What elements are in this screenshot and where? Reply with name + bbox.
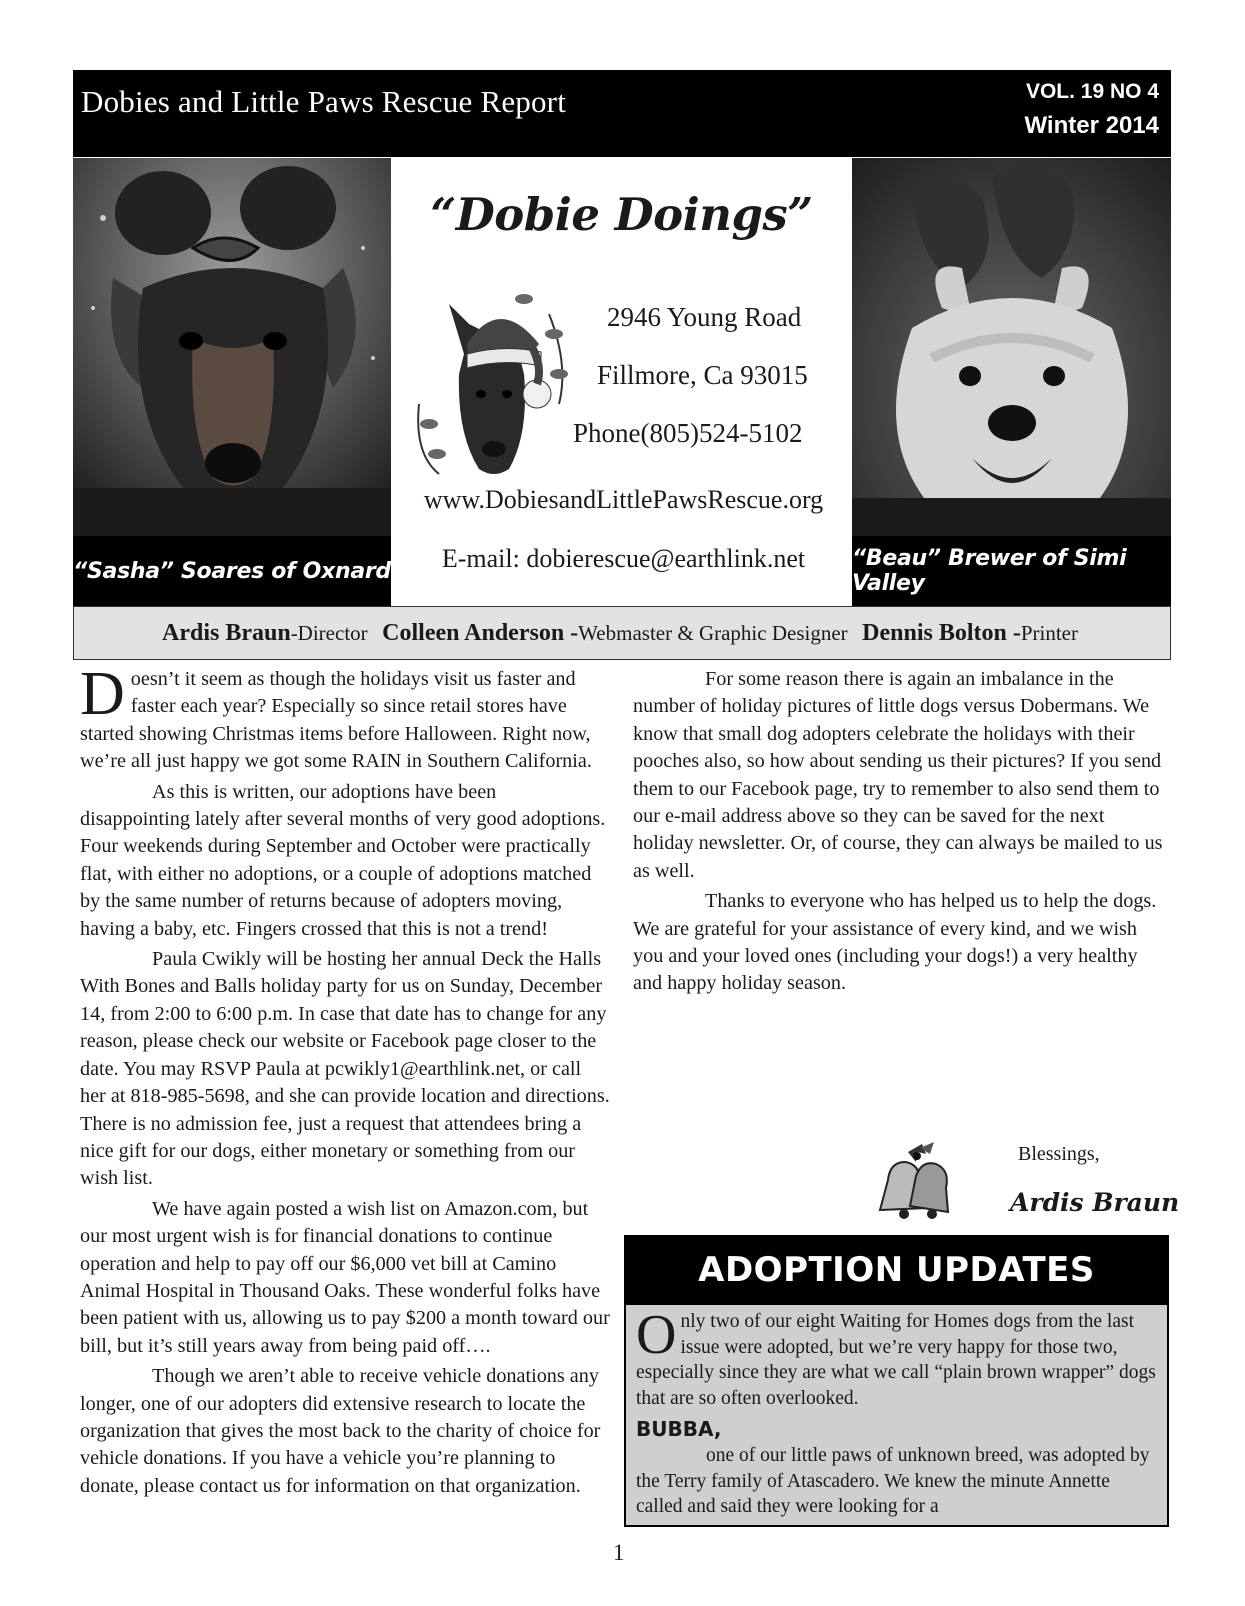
printer-name: Dennis Bolton - — [862, 619, 1021, 646]
volume-label: VOL. 19 NO 4 — [1025, 80, 1159, 103]
doberman-santa-illustration — [409, 284, 569, 484]
adoption-dropcap: O — [636, 1304, 677, 1366]
closing-blessings: Blessings, — [1018, 1143, 1100, 1165]
article-paragraph-5: Though we aren’t able to receive vehicle donations any longer, one of our adopters did extensive research to locate the organization that gives the most back to the charity of choice for vehicle donations. If you have a vehicle you’re planning to donate, please contact us for information on that organization. — [80, 1365, 601, 1497]
webmaster-role: Webmaster & Graphic Designer — [578, 620, 848, 645]
sasha-photo — [73, 158, 391, 536]
beau-photo — [852, 158, 1171, 536]
article-paragraph-4: We have again posted a wish list on Amazon.com, but our most urgent wish is for financial donations to continue operation and help to pay off our $6,000 vet bill at Camino Animal Hospital in Thousand Oaks. These wonderful folks have been patient with us, allowing us to pay $200 a month toward our bill, but it’s still years away from being paid off…. — [80, 1197, 610, 1357]
adopted-dog-text: one of our little paws of unknown breed, was adopted by the Terry family of Atascadero. We knew the minute Annette called and said they were looking for a — [636, 1444, 1150, 1518]
adoption-intro: Only two of our eight Waiting for Homes dogs from the last issue were adopted, but we’re very happy for those two, especially since they are what we call “plain brown wrapper” dogs that are so often overlooked. — [636, 1304, 1156, 1409]
director-name: Ardis Braun — [161, 619, 291, 646]
address-line-1: 2946 Young Road — [607, 302, 802, 332]
adoption-updates-box — [624, 1305, 1169, 1527]
article-paragraph-1: Doesn’t it seem as though the holidays visit us faster and faster each year? Especially so since retail stores have started showing Christmas items before Halloween. Right now, we’re all just happy we got some RAIN in Southern California. — [80, 660, 592, 773]
adopted-dog-name: BUBBA, — [636, 1417, 722, 1442]
article-paragraph-3: Paula Cwikly will be hosting her annual Deck the Halls With Bones and Balls holiday party for us on Sunday, December 14, from 2:00 to 6:00 p.m. In case that date has to change for any reason, please check our website or Facebook page closer to the date. You may RSVP Paula at pcwikly1@earthlink.net, or call her at 818-985-5698, and she can provide location and directions. There is no admission fee, just a request that attendees bring a nice gift for our dogs, either monetary or something from our wish list. — [80, 948, 610, 1190]
season-label: Winter 2014 — [1024, 112, 1159, 139]
article-dropcap: D — [80, 660, 125, 728]
article-paragraph-6: For some reason there is again an imbalance in the number of holiday pictures of little dogs versus Dobermans. We know that small dog adopters celebrate the holidays with their pooches also, so how about sending us their pictures? If you send them to our Facebook page, try to remember to also send them to our e-mail address above so they can be saved for the next holiday newsletter. Or, of course, they can always be mailed to us as well. — [633, 668, 1163, 882]
article-column-right — [633, 666, 1168, 1001]
address-line-2: Fillmore, Ca 93015 — [597, 360, 808, 390]
director-role: -Director — [290, 620, 368, 645]
sasha-caption: “Sasha” Soares of Oxnard — [73, 536, 391, 606]
newsletter-title: Dobies and Little Paws Rescue Report — [81, 84, 567, 119]
website-link[interactable]: www.DobiesandLittlePawsRescue.org — [423, 485, 824, 514]
email-link[interactable]: E-mail: dobierescue@earthlink.net — [441, 544, 806, 573]
printer-role: Printer — [1020, 620, 1078, 645]
adoption-updates-heading: ADOPTION UPDATES — [624, 1235, 1169, 1305]
newsletter-banner — [73, 70, 1171, 157]
article-column-left — [80, 660, 610, 1503]
masthead-title: “Dobie Doings” — [430, 188, 813, 241]
signature: Ardis Braun — [1010, 1188, 1180, 1217]
page-number: 1 — [613, 1540, 625, 1565]
beau-caption: “Beau” Brewer of Simi Valley — [852, 536, 1171, 606]
webmaster-name: Colleen Anderson - — [382, 619, 579, 646]
article-paragraph-2: As this is written, our adoptions have been disappointing lately after several months of very good adoptions. Four weekends during September and October were practically flat, with either no adoptions, or a couple of adoptions matched by the same number of returns because of adopters moving, having a baby, etc. Fingers crossed that this is not a trend! — [80, 780, 606, 940]
holiday-bells-icon — [870, 1140, 962, 1230]
masthead-panel — [391, 158, 852, 606]
staff-credits — [73, 606, 1171, 660]
article-paragraph-7: Thanks to everyone who has helped us to help the dogs. We are grateful for your assistance of every kind, and we wish you and your loved ones (including your dogs!) a very healthy and happy holiday season. — [633, 890, 1157, 995]
phone-number: Phone(805)524-5102 — [573, 418, 803, 448]
